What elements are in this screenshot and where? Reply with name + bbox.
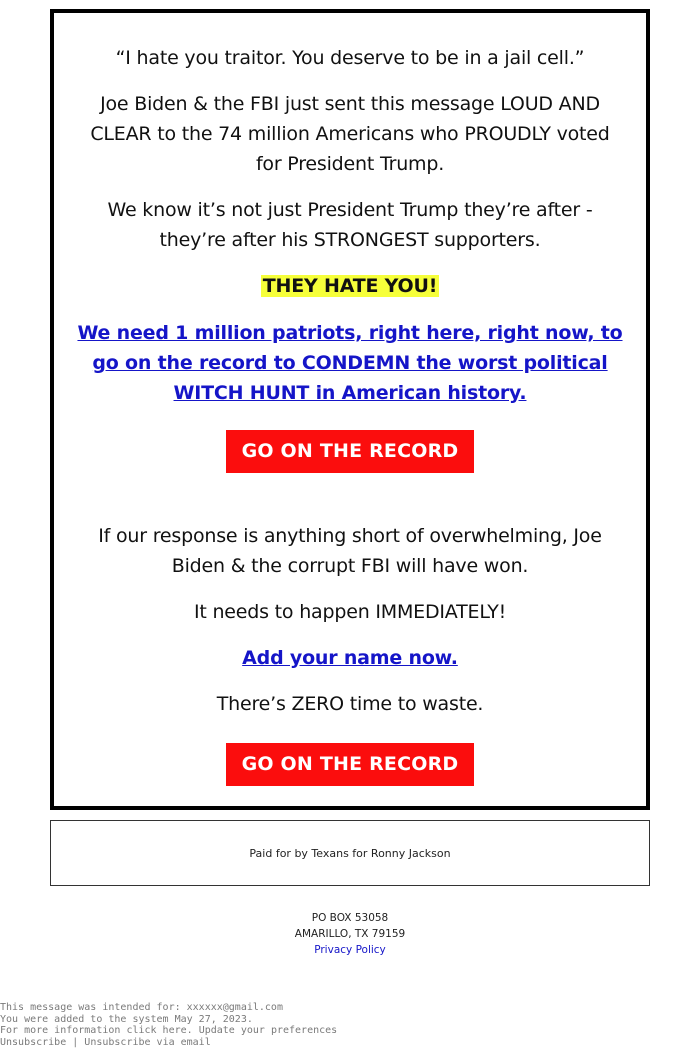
opening-quote: “I hate you traitor. You deserve to be in a jail cell.” bbox=[115, 47, 585, 69]
intro-paragraph: Joe Biden & the FBI just sent this message LOUD AND CLEAR to the 74 million Americans who PROUDLY voted for President Trump. bbox=[90, 93, 610, 175]
highlight-line bbox=[76, 271, 624, 301]
supporters-paragraph: We know it’s not just President Trump they’re after - they’re after his STRONGEST supporters. bbox=[107, 199, 593, 251]
unsubscribe-separator: | bbox=[66, 1036, 85, 1048]
unsubscribe-line bbox=[0, 1037, 337, 1049]
zero-time-line: There’s ZERO time to waste. bbox=[216, 693, 484, 715]
add-name-line bbox=[76, 643, 624, 673]
more-info-line bbox=[0, 1025, 337, 1037]
email-footer bbox=[0, 1002, 337, 1048]
patriots-condemn-link[interactable]: We need 1 million patriots, right here, right now, to go on the record to CONDEMN the worst political WITCH HUNT in American history. bbox=[77, 322, 623, 404]
email-content-box bbox=[50, 9, 650, 810]
add-your-name-link[interactable]: Add your name now. bbox=[242, 647, 458, 669]
paid-for-box bbox=[50, 820, 650, 886]
overwhelming-paragraph: If our response is anything short of overwhelming, Joe Biden & the corrupt FBI will have won. bbox=[98, 525, 602, 577]
address-line-1: PO BOX 53058 bbox=[311, 912, 389, 924]
address-line-2: AMARILLO, TX 79159 bbox=[294, 928, 406, 940]
more-info-separator: . bbox=[186, 1025, 199, 1036]
immediately-line: It needs to happen IMMEDIATELY! bbox=[193, 601, 507, 623]
added-date-text: You were added to the system May 27, 2023. bbox=[0, 1013, 253, 1025]
intended-recipient-text: This message was intended for: xxxxxx@gmail.com bbox=[0, 1002, 283, 1013]
update-preferences-link[interactable]: Update your preferences bbox=[198, 1025, 338, 1036]
patriots-link-paragraph bbox=[76, 318, 624, 408]
unsubscribe-link[interactable]: Unsubscribe bbox=[0, 1036, 67, 1048]
mailing-address bbox=[0, 910, 700, 958]
paid-for-text: Paid for by Texans for Ronny Jackson bbox=[249, 846, 451, 860]
go-on-record-button-2[interactable]: GO ON THE RECORD bbox=[226, 743, 474, 786]
unsubscribe-via-email-link[interactable]: Unsubscribe via email bbox=[84, 1036, 211, 1048]
more-info-prefix: For more information bbox=[0, 1025, 127, 1036]
they-hate-you-highlight: THEY HATE YOU! bbox=[262, 275, 438, 297]
click-here-link[interactable]: click here bbox=[126, 1025, 187, 1036]
privacy-policy-link[interactable]: Privacy Policy bbox=[314, 944, 386, 956]
go-on-record-button-1[interactable]: GO ON THE RECORD bbox=[226, 430, 474, 473]
